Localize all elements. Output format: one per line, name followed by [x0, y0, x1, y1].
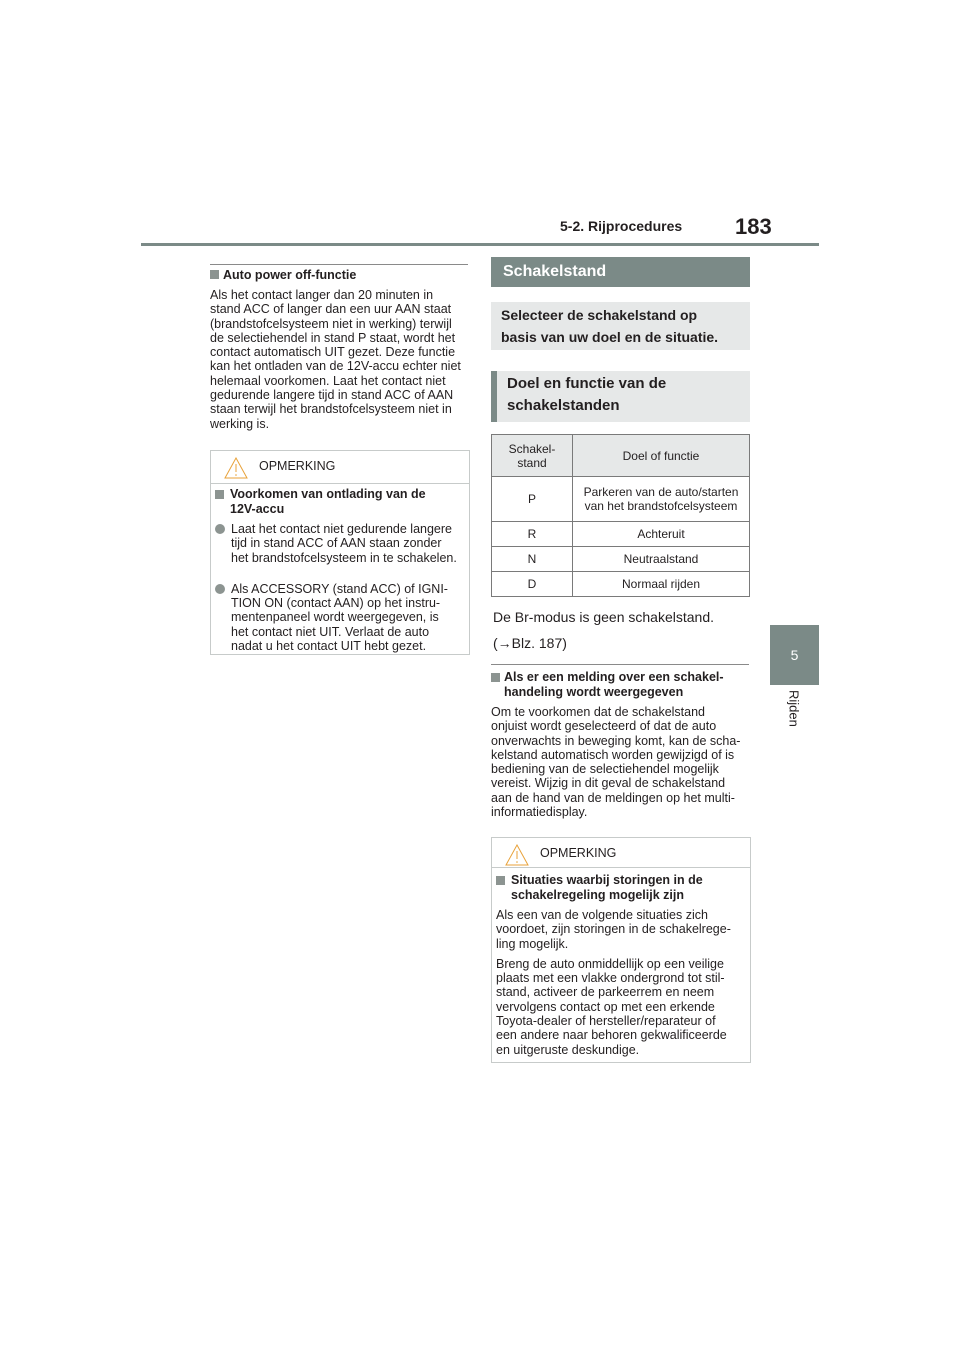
notice-header: [492, 838, 750, 868]
text-line: Toyota-dealer of hersteller/reparateur of: [496, 1014, 716, 1029]
section-title-bar: [491, 257, 750, 287]
melding-section: [491, 670, 753, 819]
notice-title: [215, 487, 467, 517]
text-line: handeling wordt weergegeven: [504, 685, 684, 699]
function-cell: [573, 477, 750, 522]
function-cell: Normaal rijden: [573, 572, 750, 597]
text-line: Doel en functie van de: [507, 375, 667, 392]
table-header-cell: [492, 435, 573, 477]
text-line: Parkeren van de auto/starten: [583, 485, 739, 499]
text-line: De Br-modus is geen schakelstand.: [493, 609, 714, 625]
text-line: plaats met een vlakke ondergrond tot stil-: [496, 971, 725, 986]
text-line: contact automatisch UIT gezet. Deze functie: [210, 345, 456, 360]
header-rule: [141, 243, 819, 246]
text-line: een andere naar behoren gekwalificeerde: [496, 1028, 727, 1043]
text-line: Als er een melding over een schakel-: [504, 670, 724, 684]
chapter-tab[interactable]: 5: [770, 625, 819, 685]
text-line: Breng de auto onmiddellijk op een veilige: [496, 956, 724, 971]
text-line: Als het contact langer dan 20 minuten in: [210, 288, 434, 302]
square-bullet-icon: [496, 876, 505, 885]
text-line: Als ACCESSORY (stand ACC) of IGNI-: [231, 581, 448, 596]
table-row: [492, 572, 750, 597]
auto-power-off-title-text: Auto power off-functie: [223, 268, 357, 282]
text-line: kan het ontladen van de 12V-accu echter niet: [210, 359, 461, 374]
square-bullet-icon: [491, 673, 500, 682]
auto-power-off-section: [210, 268, 472, 431]
intro-box: [491, 302, 750, 350]
melding-title: [491, 670, 753, 700]
text-line: Schakel-: [508, 441, 556, 456]
chapter-label-text: Rijden: [786, 690, 802, 727]
text-line: de selectiehendel in stand P staat, wordt het: [210, 330, 456, 345]
dot-bullet-icon: [215, 584, 225, 594]
gear-cell: R: [492, 522, 573, 547]
function-cell: Achteruit: [573, 522, 750, 547]
text-line: helemaal voorkomen. Laat het contact niet: [210, 373, 446, 388]
page-number: 183: [735, 214, 772, 239]
text-line: Als een van de volgende situaties zich: [496, 908, 708, 922]
square-bullet-icon: [210, 270, 219, 279]
text-line: TION ON (contact AAN) op het instru-: [231, 596, 441, 611]
text-line: Selecteer de schakelstand op: [501, 307, 698, 323]
square-bullet-icon: [215, 490, 224, 499]
gear-cell: P: [492, 477, 573, 522]
notice-box-battery: [210, 450, 470, 655]
text-line: Laat het contact niet gedurende langere: [231, 522, 453, 536]
function-cell: Neutraalstand: [573, 547, 750, 572]
notice-label: OPMERKING: [259, 459, 336, 473]
section-rule: [210, 264, 468, 265]
text-line: Om te voorkomen dat de schakelstand: [491, 705, 706, 719]
text-line: het contact niet UIT. Verlaat de auto: [231, 624, 430, 639]
text-line: vervolgens contact op met een erkende: [496, 999, 715, 1014]
warning-triangle-icon: [224, 457, 248, 479]
notice-header: [211, 451, 469, 484]
text-line: stand ACC of langer dan een uur AAN staat: [210, 302, 452, 317]
text-line: werking is.: [210, 416, 270, 431]
notice-paragraph: [496, 908, 748, 951]
subsection-box: [491, 371, 750, 422]
text-line: stand, activeer de parkeerrem en neem: [496, 985, 715, 1000]
text-line: Situaties waarbij storingen in de: [511, 873, 703, 887]
text-line: vereist. Wijzig in dit geval de schakelstand: [491, 776, 726, 791]
text-line: en uitgeruste deskundige.: [496, 1042, 640, 1057]
notice-content: [496, 873, 748, 1057]
text-line: van het brandstofcelsysteem: [584, 499, 738, 513]
table-header-row: [492, 435, 750, 477]
gear-cell: N: [492, 547, 573, 572]
text-line: ling mogelijk.: [496, 936, 569, 951]
text-line: het brandstofcelsysteem in te schakelen.: [231, 550, 457, 565]
text-line: 12V-accu: [230, 502, 285, 516]
text-line: basis van uw doel en de situatie.: [501, 329, 719, 345]
notice-bullet: [215, 522, 467, 565]
notice-content: [215, 487, 467, 653]
auto-power-off-title: [210, 268, 472, 283]
text-line: onverwachts in beweging komt, kan de scha-: [491, 733, 741, 748]
dot-bullet-icon: [215, 524, 225, 534]
text-line: schakelregeling mogelijk zijn: [511, 888, 684, 902]
notice-box-shift: [491, 837, 751, 1063]
text-line: nadat u het contact UIT hebt gezet.: [231, 639, 427, 654]
gear-cell: D: [492, 572, 573, 597]
auto-power-off-body: [210, 288, 472, 431]
section-header: 5-2. Rijprocedures: [560, 218, 683, 234]
notice-bullet: [215, 582, 467, 653]
text-line: gedurende langere tijd in stand ACC of AAN: [210, 388, 454, 403]
notice-paragraph: [496, 957, 748, 1057]
text-line: Voorkomen van ontlading van de: [230, 487, 426, 501]
section-title: Schakelstand: [503, 263, 607, 280]
melding-body: [491, 705, 753, 819]
text-line: stand: [517, 455, 547, 470]
table-row: [492, 522, 750, 547]
text-line: kelstand automatisch worden gewijzigd of is: [491, 747, 735, 762]
text-line: aan de hand van de meldingen op het multi-: [491, 790, 735, 805]
text-line: schakelstanden: [507, 397, 620, 414]
table-row: [492, 547, 750, 572]
text-line: staan terwijl het brandstofcelsysteem niet in: [210, 402, 452, 417]
text-line: tijd in stand ACC of AAN staan zonder: [231, 536, 442, 551]
text-line: (brandstofcelsysteem niet in werking) terwijl: [210, 316, 452, 331]
table-row: [492, 477, 750, 522]
text-line: voordoet, zijn storingen in de schakelrege-: [496, 922, 731, 937]
br-note: [493, 606, 714, 654]
notice-title: [496, 873, 748, 903]
chapter-label: [787, 690, 801, 750]
section-rule: [491, 664, 749, 665]
warning-triangle-icon: [505, 844, 529, 866]
text-line: informatiedisplay.: [491, 805, 588, 820]
table-header-cell: Doel of functie: [573, 435, 750, 477]
text-line: mentenpaneel wordt weergegeven, is: [231, 610, 439, 625]
gear-table: [491, 434, 750, 597]
text-line: bediening van de selectiehendel mogelijk: [491, 762, 719, 777]
text-line: onjuist wordt geselecteerd of dat de auto: [491, 719, 717, 734]
page-reference[interactable]: (→Blz. 187): [493, 635, 567, 651]
notice-label: OPMERKING: [540, 846, 617, 860]
